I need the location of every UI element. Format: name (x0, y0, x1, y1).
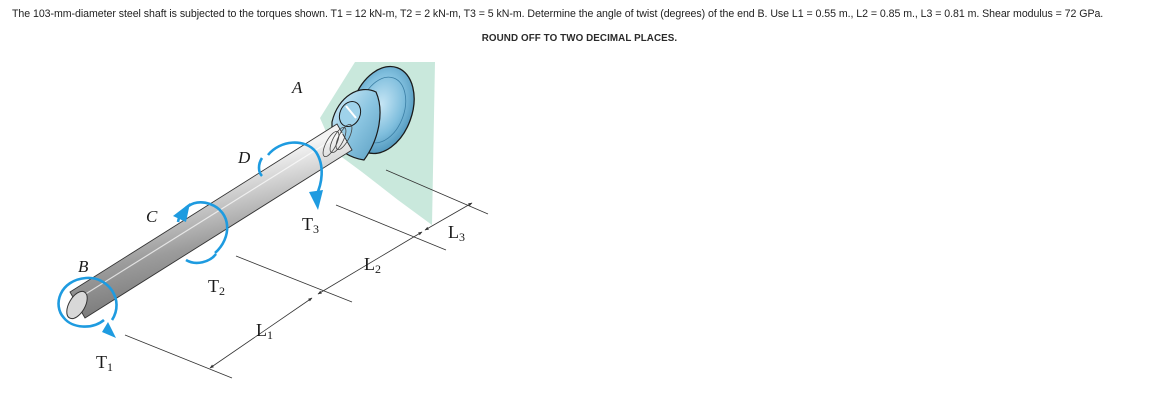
dimension-lines (125, 170, 488, 378)
label-length-l3: L3 (448, 222, 465, 244)
label-point-D: D (238, 148, 251, 167)
label-point-A: A (292, 78, 303, 97)
label-length-l1: L1 (256, 320, 273, 342)
label-torque-t1: T1 (96, 352, 113, 374)
label-length-l2: L2 (364, 254, 381, 276)
problem-statement: The 103-mm-diameter steel shaft is subjected to the torques shown. T1 = 12 kN-m, T2 = 2 kN-m, T3 = 5 kN-m. Determine the angle of twist (degrees) of the end B. Use L1 = 0.55 m., L2 = 0.85 m., L3 = 0.81 m. Shear modulus = 72 GPa. (12, 8, 1104, 20)
label-torque-t2: T2 (208, 276, 225, 298)
label-point-B: B (78, 257, 89, 276)
label-point-C: C (146, 207, 158, 226)
rounding-instruction: ROUND OFF TO TWO DECIMAL PLACES. (481, 33, 678, 44)
label-torque-t3: T3 (302, 214, 319, 236)
